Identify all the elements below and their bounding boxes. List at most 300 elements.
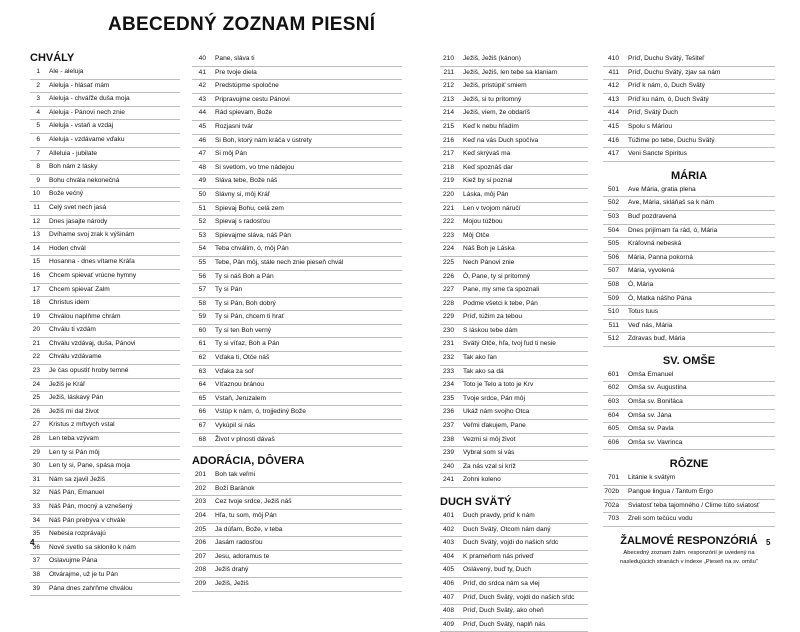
song-title: Spievajme sláva, náš Pán (215, 231, 291, 239)
song-title: Nebesia rozprávajú (49, 530, 106, 538)
song-number: 216 (442, 136, 454, 144)
song-entry (603, 252, 775, 266)
song-title: Bože večný (49, 190, 84, 198)
song-number: 606 (607, 438, 619, 446)
song-number: 65 (198, 394, 206, 402)
song-title: Totus tuus (628, 308, 659, 316)
song-entry (30, 148, 180, 162)
song-number: 507 (607, 267, 619, 275)
song-title: Hoden chvál (49, 244, 86, 252)
song-title: Zohni koleno (463, 476, 501, 484)
song-list (192, 469, 402, 591)
song-number: 506 (607, 253, 619, 261)
song-list (30, 66, 180, 596)
song-number: 19 (32, 312, 40, 320)
song-entry (30, 351, 180, 365)
song-entry (440, 311, 588, 325)
song-entry (440, 461, 588, 475)
song-title: Bohu chvála nekonečná (49, 176, 120, 184)
song-entry (30, 501, 180, 515)
song-entry (192, 420, 402, 434)
song-number: 55 (198, 258, 206, 266)
song-title: Tvoje srdce, Pán môj (463, 394, 525, 402)
song-number: 10 (32, 190, 40, 198)
song-title: Príď, Svätý Duch (628, 109, 678, 117)
song-title: Mária, Panna pokorná (628, 253, 693, 261)
song-entry (192, 216, 402, 230)
song-entry (30, 202, 180, 216)
song-title: Náš Boh je Láska (463, 245, 515, 253)
song-title: Ó, Pane, ty si prítomný (463, 272, 531, 280)
responzoria-note (603, 549, 775, 567)
song-entry (603, 472, 775, 486)
song-number: 218 (442, 163, 454, 171)
song-entry (603, 80, 775, 94)
song-entry (192, 483, 402, 497)
song-title: Príď, Duch Svätý, naplň nás (463, 620, 546, 628)
song-entry (440, 366, 588, 380)
song-entry (440, 257, 588, 271)
song-title: Ty si náš Boh a Pán (215, 272, 274, 280)
song-number: 26 (32, 407, 40, 415)
song-number: 66 (198, 408, 206, 416)
song-number: 7 (36, 149, 40, 157)
song-number: 202 (194, 484, 206, 492)
song-entry (30, 569, 180, 583)
song-entry (30, 555, 180, 569)
song-entry (440, 216, 588, 230)
song-title: Príď ku nám, ó, Duch Svätý (628, 95, 709, 103)
song-number: 228 (442, 299, 454, 307)
column-3 (440, 50, 588, 632)
song-number: 51 (198, 204, 206, 212)
song-title: Aleluja - hlásať mám (49, 81, 110, 89)
song-title: Ty si Pán, chcem ti hrať (215, 313, 285, 321)
song-title: Keď na vás Duch spočíva (463, 136, 539, 144)
song-title: Vstúp k nám, ó, trojjediný Bože (215, 408, 306, 416)
page-number-left: 4 (30, 538, 35, 547)
song-number: 52 (198, 218, 206, 226)
song-title: Zdravas buď, Mária (628, 335, 686, 343)
song-entry (192, 578, 402, 592)
song-entry (30, 229, 180, 243)
song-title: Sviatosť teba tajomného / Clime túto sviatosť (628, 501, 760, 509)
song-entry (30, 474, 180, 488)
song-title: Mojou túžbou (463, 218, 503, 226)
song-number: 702b (604, 488, 619, 496)
song-number: 29 (32, 448, 40, 456)
song-entry (192, 338, 402, 352)
song-title: Chválou naplňme chrám (49, 312, 121, 320)
song-entry (603, 107, 775, 121)
song-title: Tak ako ľan (463, 354, 497, 362)
song-number: 49 (198, 177, 206, 185)
song-entry (192, 434, 402, 448)
song-title: Len teba vzývam (49, 435, 99, 443)
song-number: 16 (32, 271, 40, 279)
song-entry (30, 406, 180, 420)
song-title: Ty si víťaz, Boh a Pán (215, 340, 280, 348)
song-number: 18 (32, 299, 40, 307)
song-title: Ježiš je Kráľ (49, 380, 86, 388)
song-entry (30, 338, 180, 352)
song-entry (440, 605, 588, 619)
song-entry (30, 433, 180, 447)
song-list (603, 53, 775, 162)
song-entry (192, 551, 402, 565)
song-title: Ježiš, Ježiš, len tebe sa klaniam (463, 68, 558, 76)
song-number: 229 (442, 313, 454, 321)
song-entry (603, 500, 775, 514)
song-title: Celý svet nech jasá (49, 203, 107, 211)
song-title: Príď, Duch Svätý, vojdi do našich sŕdc (463, 593, 575, 601)
song-entry (440, 94, 588, 108)
song-number: 34 (32, 516, 40, 524)
song-number: 21 (32, 339, 40, 347)
song-entry (440, 434, 588, 448)
song-entry (30, 419, 180, 433)
song-entry (192, 94, 402, 108)
song-entry (440, 578, 588, 592)
song-entry (603, 238, 775, 252)
song-number: 217 (442, 150, 454, 158)
song-number: 22 (32, 353, 40, 361)
song-number: 502 (607, 199, 619, 207)
song-number: 39 (32, 584, 40, 592)
song-entry (603, 423, 775, 437)
song-title: Náš Pán, mocný a vznešený (49, 503, 133, 510)
song-entry (440, 352, 588, 366)
song-title: Ó, Mária (628, 280, 654, 288)
song-number: 240 (442, 462, 454, 470)
song-title: Ježiš, Ježiš (215, 579, 249, 587)
song-title: Ty si Pán (215, 286, 243, 294)
song-number: 407 (442, 593, 454, 601)
song-title: Vďaka ti, Otče náš (215, 354, 270, 362)
song-number: 206 (194, 539, 206, 547)
song-number: 205 (194, 525, 206, 533)
song-number: 25 (32, 394, 40, 402)
song-number: 702a (604, 501, 619, 509)
song-number: 235 (442, 394, 454, 402)
song-number: 241 (442, 476, 454, 484)
song-entry (440, 80, 588, 94)
song-number: 53 (198, 231, 206, 239)
song-entry (30, 134, 180, 148)
song-entry (440, 510, 588, 524)
song-number: 41 (198, 68, 206, 76)
song-entry (603, 197, 775, 211)
song-entry (440, 53, 588, 67)
song-entry (30, 447, 180, 461)
song-number: 12 (32, 217, 40, 225)
song-entry (440, 135, 588, 149)
song-number: 20 (32, 326, 40, 334)
song-title: Kristus z mŕtvych vstal (49, 421, 115, 429)
song-title: Chcem spievať vrúcne hymny (49, 271, 137, 279)
song-number: 231 (442, 340, 454, 348)
song-title: Duch Svätý, vojdi do našich sŕdc (463, 539, 559, 547)
song-title: Veľmi ďakujem, Pane (463, 422, 526, 430)
song-number: 227 (442, 286, 454, 294)
song-title: Vybral som si vás (463, 449, 515, 457)
song-entry (192, 121, 402, 135)
song-number: 414 (607, 109, 619, 117)
song-list (603, 472, 775, 526)
song-number: 222 (442, 218, 454, 226)
song-number: 225 (442, 258, 454, 266)
song-number: 223 (442, 231, 454, 239)
song-entry (440, 162, 588, 176)
song-title: Nové svetlo sa sklonilo k nám (49, 543, 136, 551)
song-entry (30, 311, 180, 325)
song-title: Keď skrývaš ma (463, 150, 511, 158)
song-number: 509 (607, 294, 619, 302)
song-title: Pripravujme cestu Pánovi (215, 95, 290, 103)
song-number: 54 (198, 245, 206, 253)
song-number: 224 (442, 245, 454, 253)
song-number: 212 (442, 82, 454, 90)
song-entry (440, 271, 588, 285)
song-entry (192, 284, 402, 298)
song-title: Ježiš, Ježiš (kánon) (463, 55, 521, 62)
song-entry (192, 230, 402, 244)
song-entry (192, 107, 402, 121)
song-number: 221 (442, 204, 454, 212)
song-title: Príď, Duchu Svätý, zjav sa nám (628, 68, 721, 76)
song-entry (603, 437, 775, 451)
song-title: Teba chválim, ó, môj Pán (215, 245, 289, 253)
song-title: Kiež by si poznal (463, 177, 513, 185)
song-number: 64 (198, 381, 206, 389)
song-entry (603, 121, 775, 135)
song-entry (440, 537, 588, 551)
song-title: Chválu ti vzdám (49, 326, 96, 334)
song-title: Predstúpme spoločne (215, 82, 279, 90)
song-title: Alleluia - jubilate (49, 149, 98, 157)
song-title: Je čas opustiť hroby temné (49, 367, 129, 375)
song-number: 703 (607, 515, 619, 523)
song-title: Vďaka za soľ (215, 367, 254, 375)
song-title: Veni Sancte Spiritus (628, 150, 688, 158)
song-entry (440, 175, 588, 189)
song-entry (192, 257, 402, 271)
song-number: 233 (442, 367, 454, 375)
song-list (603, 184, 775, 347)
song-entry (192, 311, 402, 325)
song-entry (192, 537, 402, 551)
song-entry (30, 93, 180, 107)
note-line: nasledujúcich stranách v indexe „Pieseň na sv. omšu" (620, 558, 758, 565)
song-number: 239 (442, 449, 454, 457)
song-title: Vezmi si môj život (463, 435, 516, 443)
song-title: Spievaj Bohu, celá zem (215, 204, 284, 212)
song-number: 603 (607, 398, 619, 406)
song-entry (440, 592, 588, 606)
song-title: Vstaň, Jeruzalem (215, 394, 266, 402)
song-title: Nech Pánovi znie (463, 258, 515, 266)
song-number: 23 (32, 367, 40, 375)
song-entry (30, 80, 180, 94)
song-entry (192, 496, 402, 510)
song-number: 213 (442, 95, 454, 103)
song-entry (440, 121, 588, 135)
song-entry (30, 460, 180, 474)
song-title: Si svetlom, vo tme nádejou (215, 163, 295, 171)
song-number: 220 (442, 190, 454, 198)
song-number: 402 (442, 525, 454, 533)
song-title: Spolu s Máriou (628, 122, 672, 130)
song-number: 508 (607, 280, 619, 288)
song-title: Ježiš, láskavý Pán (49, 394, 104, 402)
song-entry (440, 564, 588, 578)
song-entry (30, 515, 180, 529)
song-title: Ty si ten Boh verný (215, 326, 272, 334)
song-number: 201 (194, 471, 206, 479)
song-title: Svätý Otče, hľa, tvoj ľud ti nesie (463, 340, 556, 348)
song-title: Rád spievam, Bože (215, 109, 273, 117)
song-entry (30, 297, 180, 311)
song-entry (192, 148, 402, 162)
song-title: Tak ako sa dá (463, 367, 504, 375)
song-number: 3 (36, 95, 40, 103)
song-title: Príď k nám, ó, Duch Svätý (628, 82, 705, 90)
song-entry (603, 293, 775, 307)
song-entry (192, 469, 402, 483)
song-title: Pána dnes zahrňme chválou (49, 584, 133, 592)
song-entry (30, 161, 180, 175)
song-title: Aleluja - chváľže duša moja (49, 95, 130, 103)
song-entry (603, 225, 775, 239)
song-number: 38 (32, 570, 40, 578)
song-title: Ave, Mária, skláňaš sa k nám (628, 199, 714, 207)
song-title: Omša sv. Pavla (628, 425, 674, 433)
song-number: 48 (198, 163, 206, 171)
song-number: 11 (33, 203, 40, 211)
song-entry (440, 474, 588, 488)
song-title: Tebe, Pán môj, stále nech znie pieseň chvál (215, 258, 344, 266)
song-number: 28 (32, 435, 40, 443)
song-title: Jasám radosťou (215, 539, 263, 547)
song-entry (603, 148, 775, 162)
song-number: 42 (198, 82, 206, 90)
page-number-right: 5 (766, 538, 771, 547)
song-number: 13 (32, 231, 40, 239)
song-title: Boh nám z lásky (49, 163, 98, 171)
song-title: Keď spoznáš dar (463, 163, 513, 171)
song-title: Podme všetci k tebe, Pán (463, 299, 538, 307)
song-number: 35 (32, 530, 40, 538)
song-list (603, 369, 775, 451)
song-entry (192, 325, 402, 339)
song-entry (440, 447, 588, 461)
song-entry (30, 324, 180, 338)
song-title: Aleluja - vstaň a vzdaj (49, 122, 114, 130)
song-title: S láskou tebe dám (463, 326, 518, 334)
song-title: Aleluja - vzdávame vďaku (49, 135, 125, 143)
song-title: Dnes prijímam ťa rád, ó, Mária (628, 226, 718, 234)
song-number: 237 (442, 422, 454, 430)
song-number: 505 (607, 240, 619, 248)
song-number: 17 (32, 285, 40, 293)
song-title: Sláva tebe, Bože náš (215, 177, 278, 185)
song-number: 413 (607, 95, 619, 103)
song-title: Dnes jasajte národy (49, 217, 108, 225)
song-entry (192, 366, 402, 380)
song-number: 203 (194, 498, 206, 506)
song-number: 63 (198, 367, 206, 375)
song-entry (603, 265, 775, 279)
song-title: Omša sv. Vavrinca (628, 438, 683, 446)
song-entry (30, 365, 180, 379)
song-entry (603, 184, 775, 198)
song-entry (30, 256, 180, 270)
song-entry (192, 243, 402, 257)
song-title: Ježiš, si tu prítomný (463, 95, 522, 103)
song-number: 9 (36, 176, 40, 184)
song-number: 33 (32, 503, 40, 510)
section-heading-maria: MÁRIA (670, 169, 708, 182)
song-title: Kráľovná nebeská (628, 240, 682, 248)
song-number: 236 (442, 408, 454, 416)
song-number: 405 (442, 566, 454, 574)
song-number: 214 (442, 109, 454, 117)
song-entry (192, 379, 402, 393)
song-number: 232 (442, 354, 454, 362)
song-entry (603, 369, 775, 383)
song-number: 68 (198, 435, 206, 443)
song-number: 59 (198, 313, 206, 321)
song-number: 415 (607, 122, 619, 130)
song-title: Veď nás, Mária (628, 321, 673, 329)
song-number: 30 (32, 462, 40, 470)
song-title: Boh tak veľmi (215, 471, 256, 479)
song-title: Aleluja - Pánovi nech znie (49, 108, 125, 116)
song-entry (603, 306, 775, 320)
song-number: 67 (198, 422, 206, 430)
song-entry (192, 162, 402, 176)
song-entry (440, 107, 588, 121)
song-title: Chválu vzdávaj, duša, Pánovi (49, 339, 136, 347)
song-number: 602 (607, 384, 619, 392)
song-title: Pre tvoje diela (215, 68, 257, 76)
song-number: 24 (32, 380, 40, 388)
song-title: Slávny si, môj Kráľ (215, 190, 270, 198)
song-list (440, 53, 588, 488)
song-title: Cez tvoje srdce, Ježiš náš (215, 498, 292, 506)
song-title: Keď k nebu hľadím (463, 122, 519, 130)
song-number: 410 (607, 55, 619, 62)
song-number: 605 (607, 425, 619, 433)
song-title: Jesu, adoramus te (215, 552, 270, 560)
song-number: 37 (32, 557, 40, 565)
song-number: 230 (442, 326, 454, 334)
song-number: 45 (198, 122, 206, 130)
song-title: Duch pravdy, príď k nám (463, 512, 535, 519)
song-entry (192, 393, 402, 407)
song-entry (440, 379, 588, 393)
song-title: Ježiš mi dal život (49, 407, 99, 415)
song-title: Pane, sláva ti (215, 55, 255, 62)
song-title: K prameňom nás priveď (463, 552, 534, 560)
song-entry (30, 284, 180, 298)
song-number: 62 (198, 354, 206, 362)
song-title: Chcem spievať Zalm (49, 285, 110, 293)
song-title: Ty si Pán, Boh dobrý (215, 299, 276, 307)
song-title: Omša sv. Jána (628, 411, 672, 419)
song-number: 238 (442, 435, 454, 443)
song-title: Omša Emanuel (628, 370, 674, 378)
